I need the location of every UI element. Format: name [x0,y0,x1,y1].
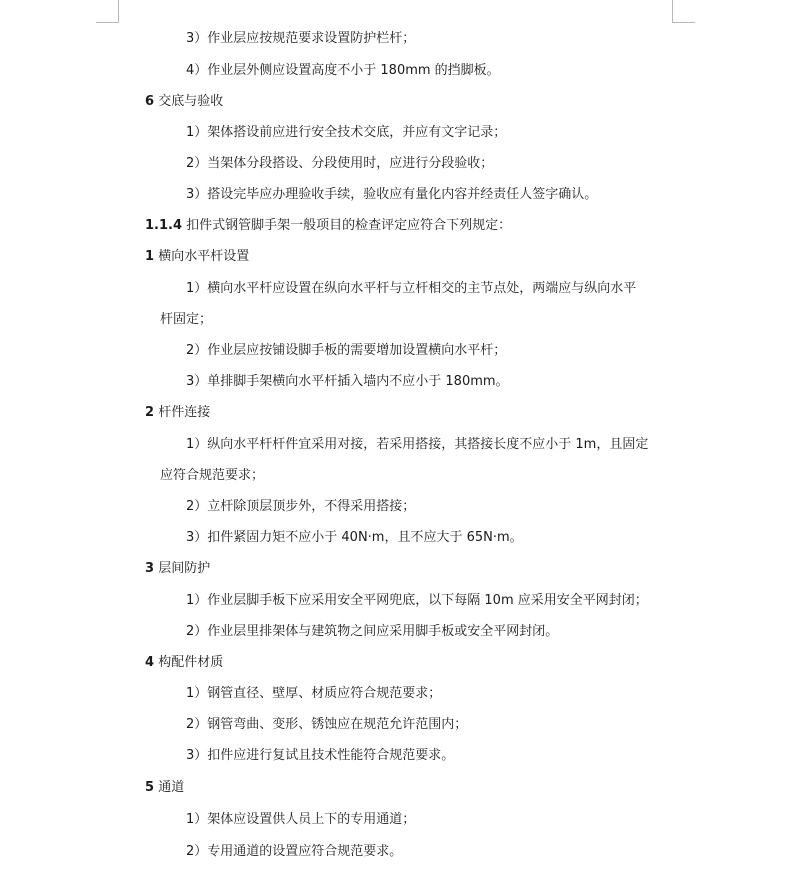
list-item: 1）架体搭设前应进行安全技术交底，并应有文字记录； [186,125,507,140]
section-heading [145,560,210,578]
list-item: 2）作业层应按铺设脚手板的需要增加设置横向水平杆； [186,343,507,358]
clause-number: 1.1.4 [145,218,183,233]
section-title: 交底与验收 [158,94,224,109]
section-number: 6 [145,94,155,109]
page-corner-mark-right [672,0,695,23]
list-item-continuation: 应符合规范要求； [160,468,265,483]
list-item: 1）横向水平杆应设置在纵向水平杆与立杆相交的主节点处，两端应与纵向水平 [186,281,637,296]
list-item: 3）作业层应按规范要求设置防护栏杆； [186,31,416,46]
list-item: 3）单排脚手架横向水平杆插入墙内不应小于 180mm。 [186,374,509,389]
list-item: 3）搭设完毕应办理验收手续，验收应有量化内容并经责任人签字确认。 [186,187,598,202]
list-item: 2）当架体分段搭设、分段使用时，应进行分段验收； [186,156,494,171]
section-heading [145,779,184,797]
clause-heading [145,217,511,235]
section-number: 3 [145,561,155,576]
section-heading [145,654,223,672]
list-item: 2）钢管弯曲、变形、锈蚀应在规范允许范围内； [186,717,468,732]
section-heading [145,404,210,422]
section-title: 层间防护 [158,561,211,576]
section-title: 构配件材质 [158,655,224,670]
list-item-continuation: 杆固定； [160,312,213,327]
list-item: 4）作业层外侧应设置高度不小于 180mm 的挡脚板。 [186,63,500,78]
clause-title: 扣件式钢管脚手架一般项目的检查评定应符合下列规定： [186,218,512,233]
section-number: 1 [145,249,155,264]
list-item: 1）钢管直径、壁厚、材质应符合规范要求； [186,686,442,701]
list-item: 2）作业层里排架体与建筑物之间应采用脚手板或安全平网封闭。 [186,624,559,639]
section-number: 2 [145,405,155,420]
section-number: 4 [145,655,155,670]
list-item: 1）纵向水平杆杆件宜采用对接，若采用搭接，其搭接长度不应小于 1m，且固定 [186,437,649,452]
list-item: 2）立杆除顶层顶步外，不得采用搭接； [186,499,416,514]
list-item: 1）架体应设置供人员上下的专用通道； [186,812,416,827]
page-corner-mark-left [96,0,119,23]
section-heading [145,93,223,111]
list-item: 3）扣件紧固力矩不应小于 40N·m，且不应大于 65N·m。 [186,530,523,545]
list-item: 1）作业层脚手板下应采用安全平网兜底，以下每隔 10m 应采用安全平网封闭； [186,593,648,608]
section-number: 5 [145,780,155,795]
section-title: 杆件连接 [158,405,211,420]
section-heading [145,248,249,266]
section-title: 通道 [158,780,185,795]
section-title: 横向水平杆设置 [158,249,250,264]
list-item: 2）专用通道的设置应符合规范要求。 [186,844,403,859]
list-item: 3）扣件应进行复试且技术性能符合规范要求。 [186,748,455,763]
